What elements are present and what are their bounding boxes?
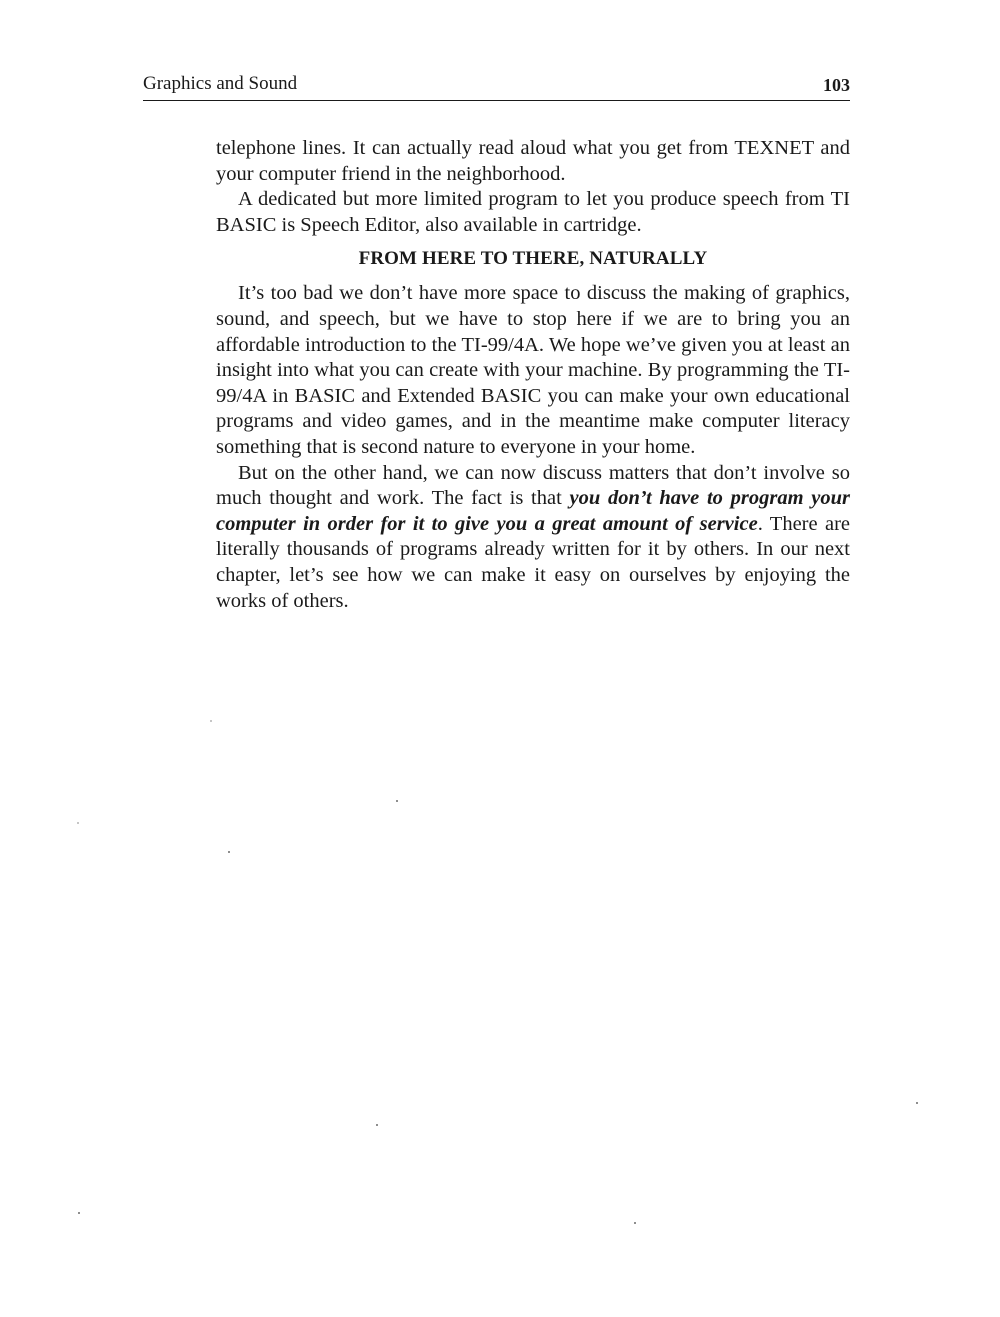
paragraph-too-bad: It’s too bad we don’t have more space to discuss the making of graphics, sound, and speech, but we have to stop here if we are to bring you an affordable introduction to the TI-99/4A. We hope we’ve given you at least an insight into what you can create with your machine. By programming the TI-99/4A in BASIC and Extended BASIC you can make your own educational programs and video games, and in the meantime make computer literacy something that is second nature to everyone in your home. <box>216 282 850 458</box>
body-text <box>216 136 850 614</box>
paragraph-other-hand <box>216 461 850 615</box>
paragraph-other-hand-end: . There are literally thousands of programs already written for it by others. In our next chapter, let’s see how we can make it easy on ourselves by enjoying the works of others. <box>216 512 851 612</box>
paragraph-speech-editor: A dedicated but more limited program to let you produce speech from TI BASIC is Speech Editor, also available in cartridge. <box>216 188 850 236</box>
section-heading: FROM HERE TO THERE, NATURALLY <box>358 248 708 270</box>
page-number: 103 <box>823 75 850 95</box>
scan-speck <box>228 851 230 853</box>
emphasized-phrase: you don’t have to program your computer in order for it to give you a great amount of service <box>216 487 850 535</box>
scan-speck <box>916 1102 918 1104</box>
scan-speck <box>634 1222 636 1224</box>
scan-speck <box>376 1124 378 1126</box>
paragraph-other-hand-start: But on the other hand, we can now discuss matters that don’t involve so much thought and work. The fact is that <box>216 461 850 510</box>
scan-speck <box>210 720 212 722</box>
scan-speck <box>396 800 398 802</box>
paragraph-continued: telephone lines. It can actually read aloud what you get from TEXNET and your computer friend in the neighborhood. <box>216 137 850 185</box>
scan-speck <box>78 1212 80 1214</box>
scan-speck <box>77 822 79 824</box>
running-head-section-title: Graphics and Sound <box>143 73 298 94</box>
running-head <box>143 72 850 101</box>
